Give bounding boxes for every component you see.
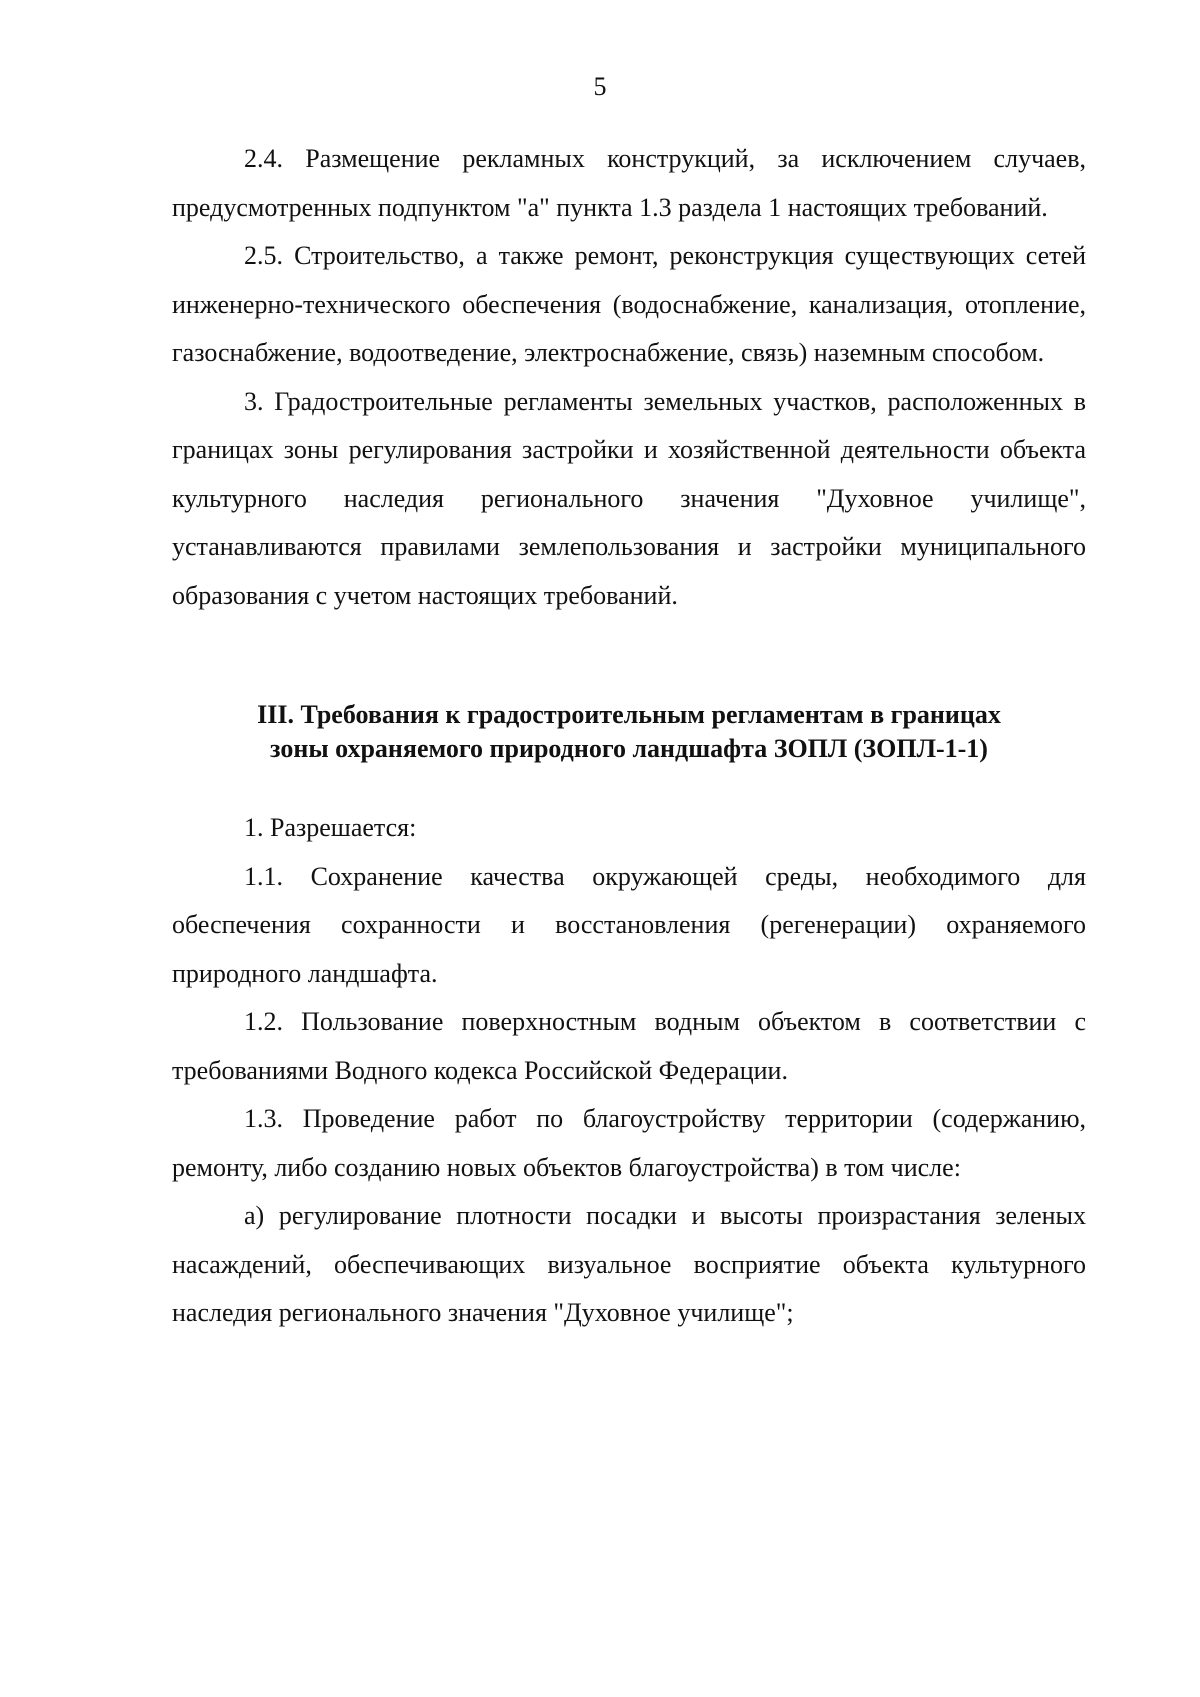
section-heading (172, 698, 1086, 766)
paragraph-2-4: 2.4. Размещение рекламных конструкций, за исключением случаев, предусмотренных подпунктом "а" пункта 1.3 раздела 1 настоящих требований. (172, 144, 1086, 222)
paragraph-1-3-a: а) регулирование плотности посадки и высоты произрастания зеленых насаждений, обеспечивающих визуальное восприятие объекта культурного наследия регионального значения "Духовное училище"; (172, 1201, 1086, 1327)
paragraph-1-1: 1.1. Сохранение качества окружающей среды, необходимого для обеспечения сохранности и восстановления (регенерации) охраняемого природного ландшафта. (172, 861, 1086, 988)
paragraph-1: 1. Разрешается: (244, 813, 417, 842)
paragraph-2-5: 2.5. Строительство, а также ремонт, реконструкция существующих сетей инженерно-технического обеспечения (водоснабжение, канализация, отопление, газоснабжение, водоотведение, электроснабжение, связь) наземным способом. (172, 241, 1086, 367)
document-body (172, 135, 1086, 1338)
section-heading-line-2: зоны охраняемого природного ландшафта ЗОПЛ (ЗОПЛ-1-1) (270, 734, 988, 763)
paragraph-1-3: 1.3. Проведение работ по благоустройству территории (содержанию, ремонту, либо созданию новых объектов благоустройства) в том числе: (172, 1104, 1086, 1182)
page-number: 5 (593, 72, 607, 101)
paragraph-1-2: 1.2. Пользование поверхностным водным объектом в соответствии с требованиями Водного кодекса Российской Федерации. (172, 1007, 1086, 1085)
section-heading-line-1: III. Требования к градостроительным регламентам в границах (257, 700, 1001, 729)
paragraph-3: 3. Градостроительные регламенты земельных участков, расположенных в границах зоны регулирования застройки и хозяйственной деятельности объекта культурного наследия регионального значения "Духовное училище", устанавливаются правилами землепользования и застройки муниципального образования с учетом настоящих требований. (172, 386, 1086, 610)
